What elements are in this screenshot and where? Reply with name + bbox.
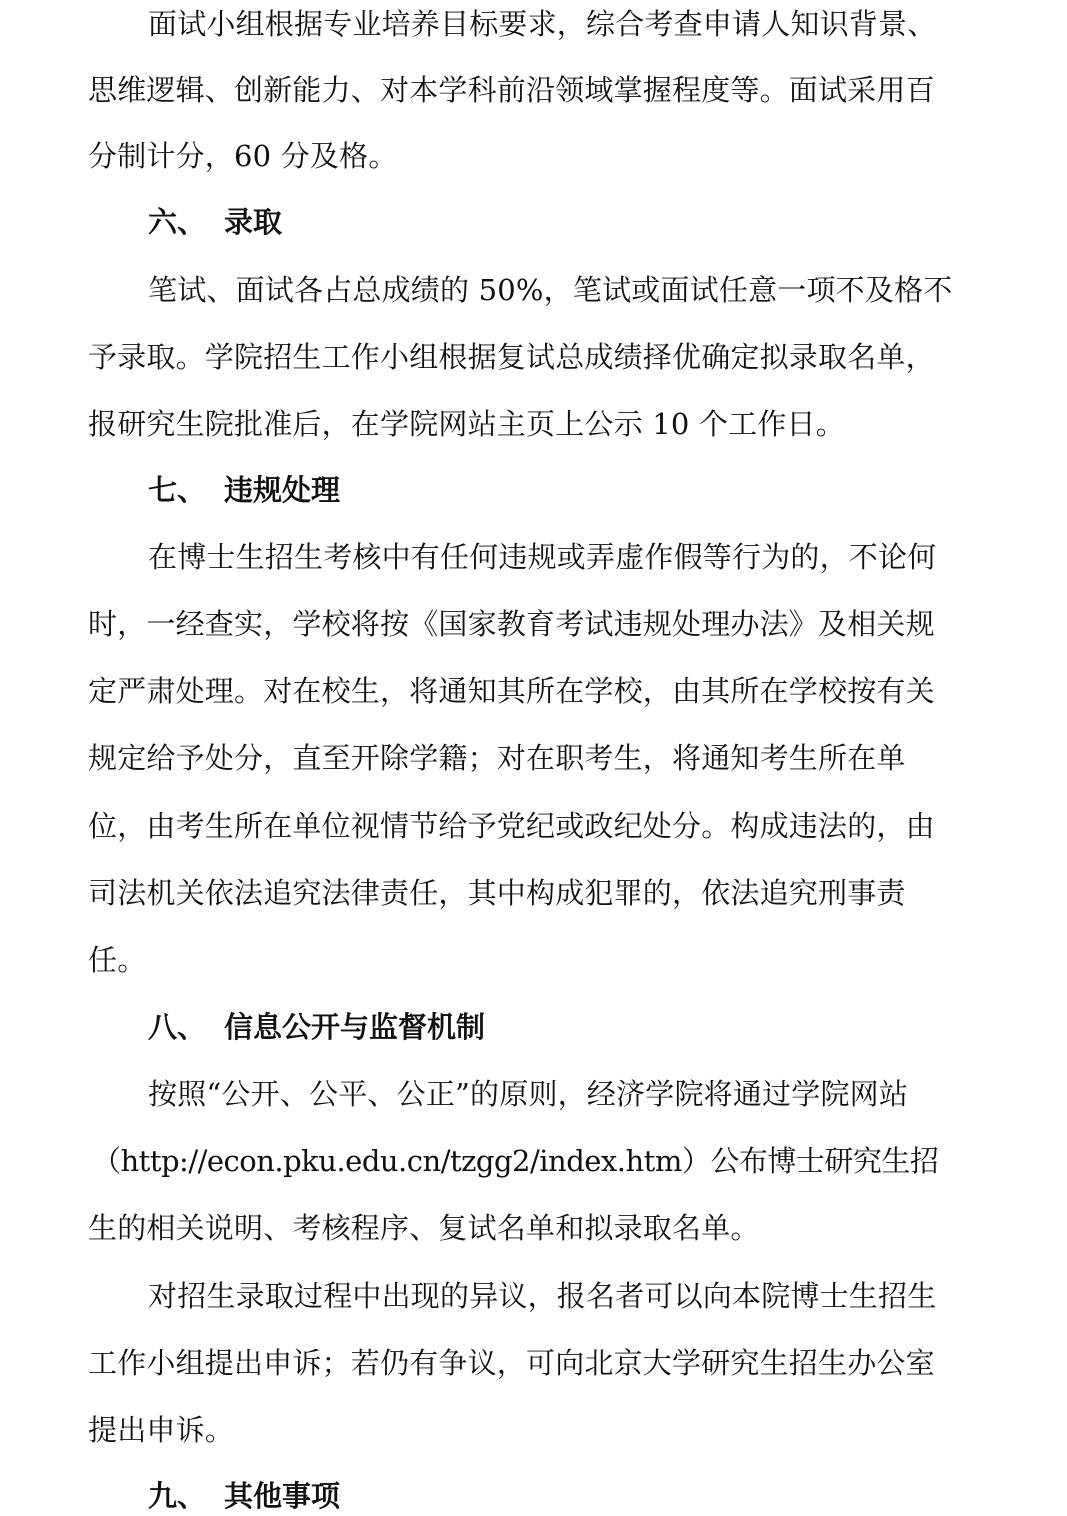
paragraph-line: 规定给予处分，直至开除学籍；对在职考生，将通知考生所在单 <box>88 741 906 775</box>
paragraph-line: 定严肃处理。对在校生，将通知其所在学校，由其所在学校按有关 <box>88 674 935 708</box>
section-title: 违规处理 <box>224 473 341 507</box>
paragraph-line: 司法机关依法追究法律责任，其中构成犯罪的，依法追究刑事责 <box>88 876 906 910</box>
paragraph-line: 位，由考生所在单位视情节给予党纪或政纪处分。构成违法的，由 <box>88 809 935 843</box>
section-heading-admission <box>148 202 282 242</box>
section-number: 九、 <box>148 1479 207 1513</box>
section-number: 六、 <box>148 205 207 239</box>
paragraph-line: 工作小组提出申诉；若仍有争议，可向北京大学研究生招生办公室 <box>88 1346 935 1380</box>
section-number: 八、 <box>148 1010 207 1044</box>
paragraph-line: 时，一经查实，学校将按《国家教育考试违规处理办法》及相关规 <box>88 607 935 641</box>
section-title: 录取 <box>224 205 283 239</box>
paragraph-line-with-url: （http://econ.pku.edu.cn/tzgg2/index.htm）公布博士研究生招 <box>92 1144 939 1178</box>
section-title: 信息公开与监督机制 <box>224 1010 486 1044</box>
section-title: 其他事项 <box>224 1479 341 1513</box>
section-heading-other <box>148 1476 340 1516</box>
paragraph-line: 面试小组根据专业培养目标要求，综合考查申请人知识背景、 <box>148 7 937 41</box>
paragraph-line: 生的相关说明、考核程序、复试名单和拟录取名单。 <box>88 1211 760 1245</box>
paragraph-line: 对招生录取过程中出现的异议，报名者可以向本院博士生招生 <box>148 1279 937 1313</box>
paragraph-line: 报研究生院批准后，在学院网站主页上公示 10 个工作日。 <box>88 407 845 441</box>
paragraph-line: 予录取。学院招生工作小组根据复试总成绩择优确定拟录取名单， <box>88 340 935 374</box>
section-heading-violations <box>148 470 340 510</box>
paragraph-line: 任。 <box>88 943 147 977</box>
paragraph-line: 笔试、面试各占总成绩的 50%，笔试或面试任意一项不及格不 <box>148 273 953 307</box>
section-heading-disclosure <box>148 1007 485 1047</box>
paragraph-line: 分制计分，60 分及格。 <box>88 139 398 173</box>
paragraph-line: 在博士生招生考核中有任何违规或弄虚作假等行为的，不论何 <box>148 540 937 574</box>
section-number: 七、 <box>148 473 207 507</box>
paragraph-line: 思维逻辑、创新能力、对本学科前沿领域掌握程度等。面试采用百 <box>88 73 935 107</box>
paragraph-line: 按照“公开、公平、公正”的原则，经济学院将通过学院网站 <box>148 1077 909 1111</box>
paragraph-line: 提出申诉。 <box>88 1413 235 1447</box>
